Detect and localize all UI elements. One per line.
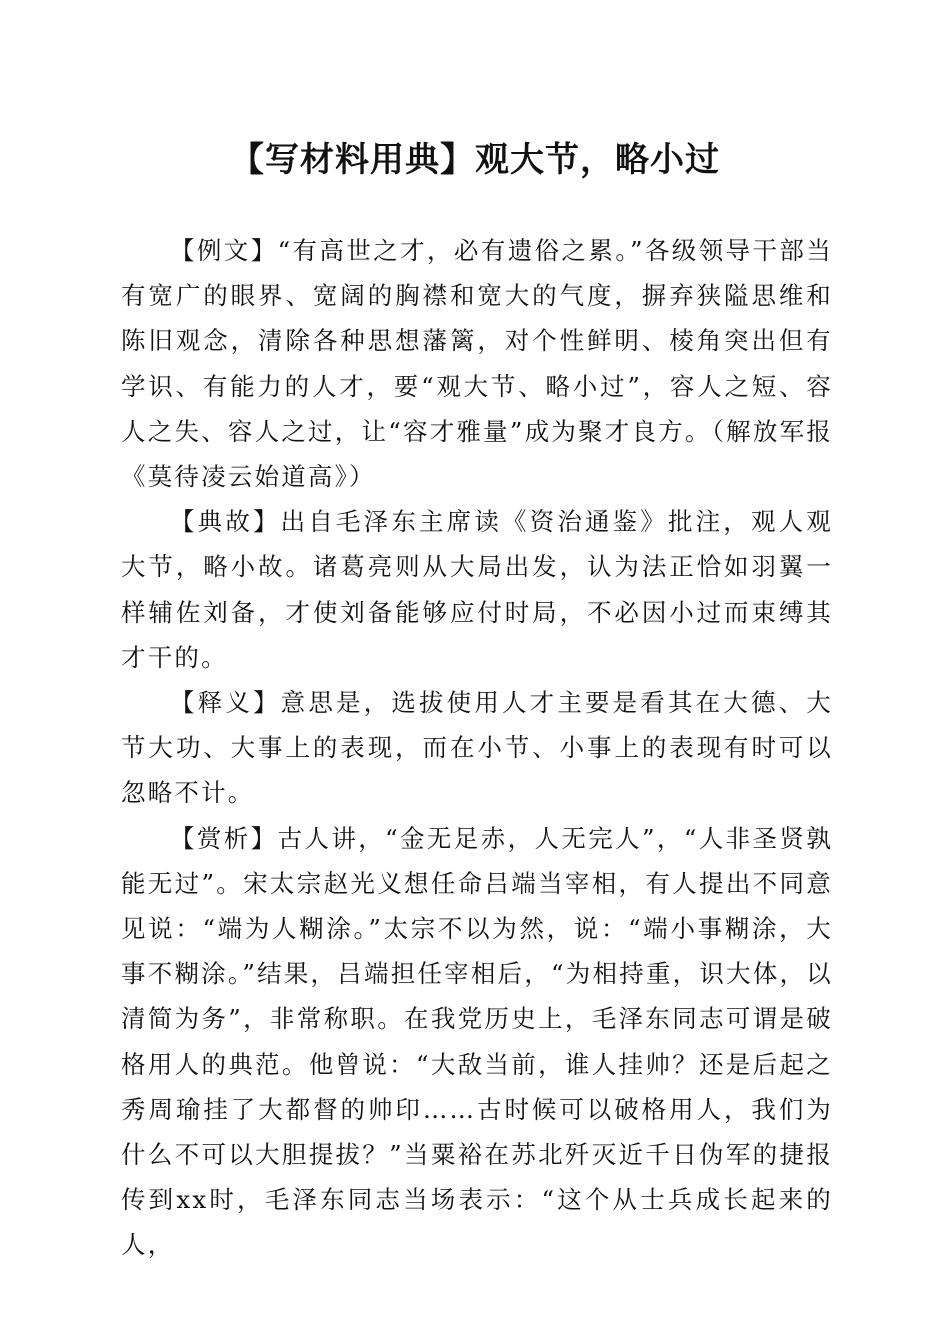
paragraph-label: 【赏析】 bbox=[170, 823, 278, 853]
paragraph-label: 【释义】 bbox=[170, 688, 281, 718]
paragraph-allusion bbox=[121, 499, 833, 680]
paragraph-label: 【例文】 bbox=[170, 236, 278, 265]
paragraph-meaning bbox=[121, 680, 833, 816]
document-title: 【写材料用典】观大节，略小过 bbox=[230, 140, 720, 180]
paragraph-text: “有高世之才，必有遗俗之累。”各级领导干部当有宽广的眼界、宽阔的胸襟和宽大的气度，摒弃狭隘思维和陈旧观念，清除各种思想藩篱，对个性鲜明、棱角突出但有学识、有能力的人才，要“观大节、略小过”，容人之短、容人之失、容人之过，让“容才雅量”成为聚才良方。（解放军报《莫待凌云始道高》） bbox=[121, 236, 833, 492]
document-body bbox=[121, 228, 833, 1268]
paragraph-label: 【典故】 bbox=[170, 507, 281, 537]
paragraph-text: 出自毛泽东主席读《资治通鉴》批注，观人观大节，略小故。诸葛亮则从大局出发，认为法正恰如羽翼一样辅佐刘备，才使刘备能够应付时局，不必因小过而束缚其才干的。 bbox=[121, 507, 833, 672]
paragraph-text: 古人讲，“金无足赤，人无完人”，“人非圣贤孰能无过”。宋太宗赵光义想任命吕端当宰相，有人提出不同意见说：“端为人糊涂。”太宗不以为然，说：“端小事糊涂，大事不糊涂。”结果，吕端担任宰相后，“为相持重，识大体，以清简为务”，非常称职。在我党历史上，毛泽东同志可谓是破格用人的典范。他曾说：“大敌当前，谁人挂帅？还是后起之秀周瑜挂了大都督的帅印……古时候可以破格用人，我们为什么不可以大胆提拔？”当粟裕在苏北歼灭近千日伪军的捷报传到xx时，毛泽东同志当场表示：“这个从士兵成长起来的人， bbox=[121, 823, 833, 1260]
paragraph-analysis bbox=[121, 816, 833, 1268]
paragraph-example bbox=[121, 228, 833, 499]
paragraph-text: 意思是，选拔使用人才主要是看其在大德、大节大功、大事上的表现，而在小节、小事上的表现有时可以忽略不计。 bbox=[121, 688, 833, 808]
